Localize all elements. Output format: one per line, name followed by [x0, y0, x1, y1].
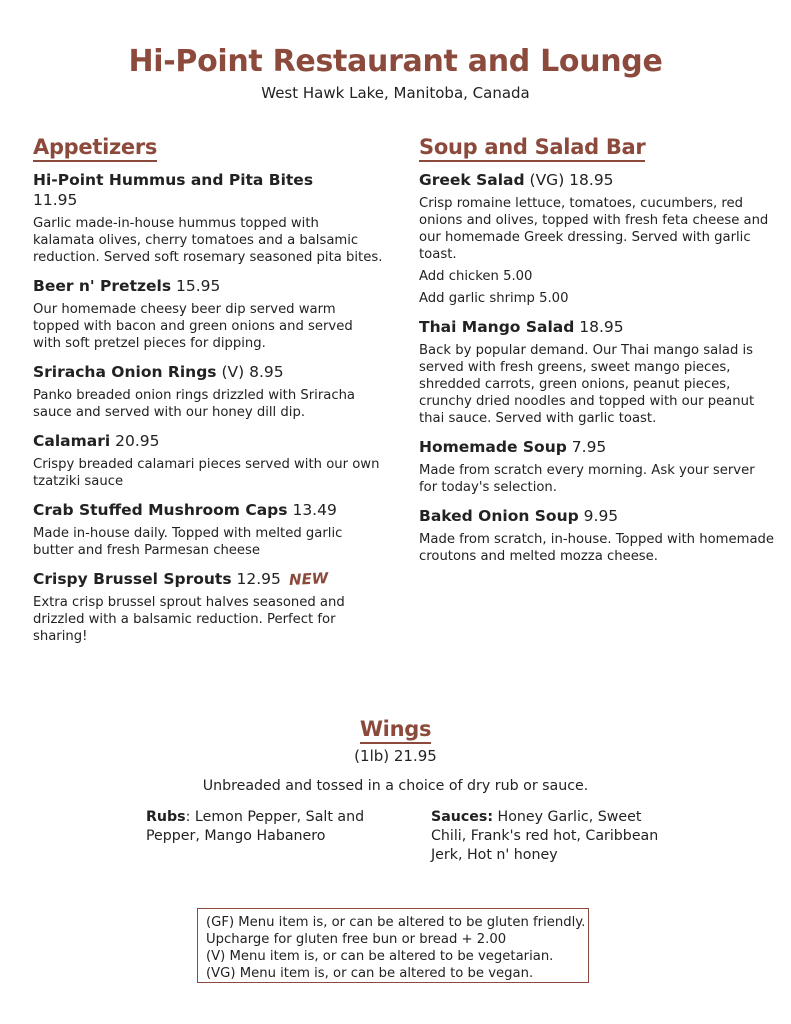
item-description: Crisp romaine lettuce, tomatoes, cucumbers, red onions and olives, topped with fresh feta cheese and our homemade Greek dressing. Served with garlic toast. [419, 196, 769, 262]
legend-line-gf: (GF) Menu item is, or can be altered to be gluten friendly. Upcharge for gluten free bun or bread + 2.00 [206, 915, 586, 947]
item-price: 9.95 [583, 507, 619, 525]
item-description: Our homemade cheesy beer dip served warm topped with bacon and green onions and served with soft pretzel pieces for dipping. [33, 302, 353, 351]
item-name: Homemade Soup [419, 438, 567, 456]
item-description: Extra crisp brussel sprout halves seasoned and drizzled with a balsamic reduction. Perfect for sharing! [33, 595, 345, 644]
item-price: 7.95 [571, 438, 607, 456]
item-name: Hi-Point Hummus and Pita Bites [33, 171, 314, 189]
sauces-label: Sauces: [431, 809, 494, 825]
menu-item [33, 500, 383, 559]
item-price: 20.95 [115, 432, 160, 450]
menu-item [419, 170, 774, 307]
rubs-list: : Lemon Pepper, Salt and Pepper, Mango Habanero [146, 809, 365, 844]
item-description: Garlic made-in-house hummus topped with kalamata olives, cherry tomatoes and a balsamic reduction. Served soft rosemary seasoned pita bites. [33, 216, 383, 265]
item-price: (VG) 18.95 [529, 171, 614, 189]
soup-salad-heading: Soup and Salad Bar [419, 134, 645, 162]
wings-sauces [431, 808, 671, 865]
menu-item [33, 431, 383, 490]
item-description: Crispy breaded calamari pieces served with our own tzatziki sauce [33, 457, 380, 489]
wings-heading: Wings [360, 716, 431, 744]
appetizers-heading: Appetizers [33, 134, 157, 162]
restaurant-location: West Hawk Lake, Manitoba, Canada [261, 84, 530, 102]
item-name: Sriracha Onion Rings [33, 363, 217, 381]
restaurant-title: Hi-Point Restaurant and Lounge [128, 44, 663, 79]
item-description: Made from scratch every morning. Ask your server for today's selection. [419, 463, 755, 495]
dietary-legend [197, 908, 589, 983]
item-name: Crispy Brussel Sprouts [33, 570, 232, 588]
item-name: Beer n' Pretzels [33, 277, 172, 295]
menu-item [33, 569, 383, 645]
item-price: 15.95 [176, 277, 221, 295]
item-description: Made from scratch, in-house. Topped with homemade croutons and melted mozza cheese. [419, 532, 775, 564]
menu-item [33, 276, 383, 352]
item-description: Back by popular demand. Our Thai mango salad is served with fresh greens, sweet mango pieces, shredded carrots, green onions, peanut pieces, crunchy dried noodles and topped with our peanut thai sauce. Served with garlic toast. [419, 343, 755, 426]
appetizers-section [33, 134, 383, 655]
item-price: 18.95 [579, 318, 624, 336]
addon-option: Add chicken 5.00 [419, 269, 533, 284]
rubs-label: Rubs [146, 809, 186, 825]
new-badge: NEW [288, 568, 329, 590]
wings-section [0, 716, 791, 796]
item-description: Made in-house daily. Topped with melted garlic butter and fresh Parmesan cheese [33, 526, 343, 558]
wings-price: (1lb) 21.95 [354, 747, 437, 765]
addon-option: Add garlic shrimp 5.00 [419, 291, 569, 306]
item-price: 13.49 [292, 501, 337, 519]
legend-line-v: (V) Menu item is, or can be altered to be vegetarian. [206, 949, 554, 964]
menu-item [33, 170, 383, 266]
item-name: Greek Salad [419, 171, 525, 189]
item-price: 12.95 [236, 570, 281, 588]
item-price: (V) 8.95 [221, 363, 284, 381]
wings-rubs [146, 808, 396, 846]
sauces-list: Honey Garlic, Sweet Chili, Frank's red hot, Caribbean Jerk, Hot n' honey [431, 809, 659, 863]
menu-item [419, 437, 774, 496]
legend-line-vg: (VG) Menu item is, or can be altered to be vegan. [206, 966, 534, 981]
item-name: Crab Stuffed Mushroom Caps [33, 501, 288, 519]
menu-item [33, 362, 383, 421]
item-name: Thai Mango Salad [419, 318, 575, 336]
wings-description: Unbreaded and tossed in a choice of dry rub or sauce. [202, 778, 589, 794]
item-name: Calamari [33, 432, 111, 450]
item-price: 11.95 [33, 191, 78, 209]
item-name: Baked Onion Soup [419, 507, 579, 525]
soup-salad-section [419, 134, 774, 575]
item-description: Panko breaded onion rings drizzled with Sriracha sauce and served with our honey dill dip. [33, 388, 356, 420]
menu-item [419, 317, 774, 427]
menu-item [419, 506, 774, 565]
